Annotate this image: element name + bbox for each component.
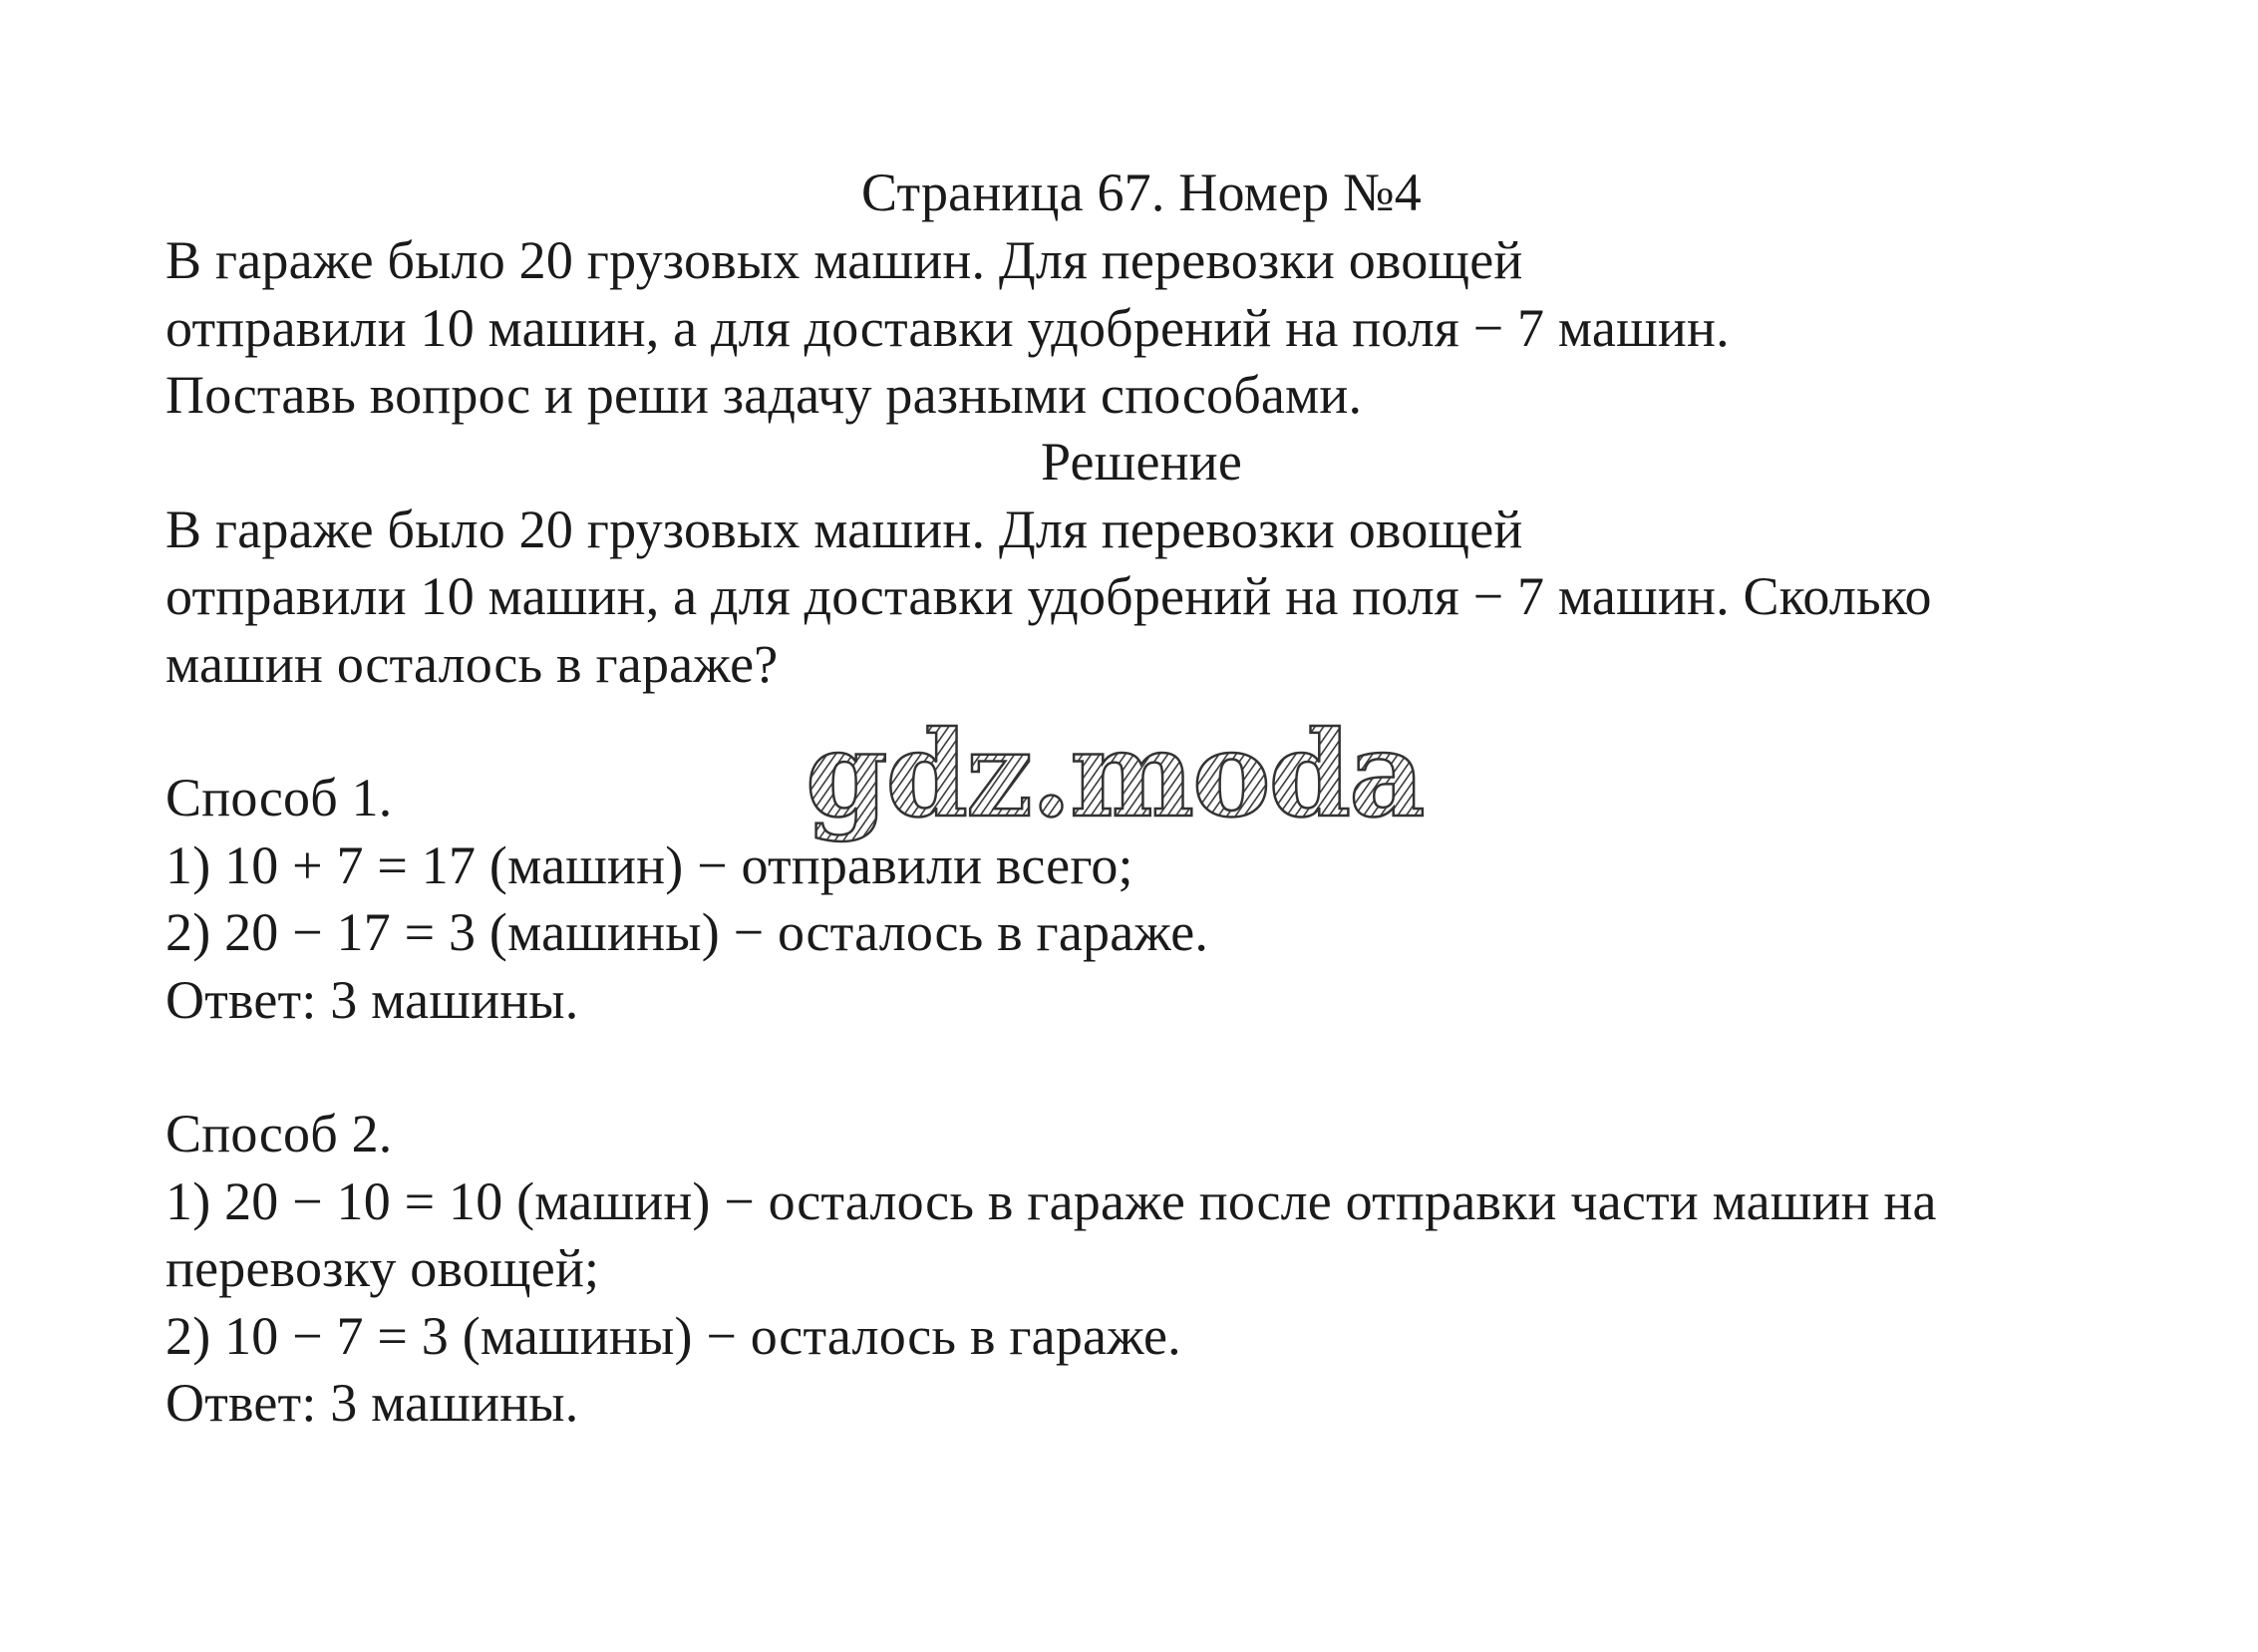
- task-line-3: Поставь вопрос и реши задачу разными способами.: [165, 365, 1363, 425]
- solution-heading: Решение: [1040, 432, 1242, 492]
- method2-answer: Ответ: 3 машины.: [165, 1373, 579, 1433]
- solution-line-1: В гараже было 20 грузовых машин. Для перевозки овощей: [165, 499, 1523, 559]
- method2-step-1: 1) 20 − 10 = 10 (машин) − осталось в гараже после отправки части машин на: [165, 1171, 1937, 1231]
- method2-step-2: 2) 10 − 7 = 3 (машины) − осталось в гараже.: [165, 1306, 1181, 1366]
- solution-line-2: отправили 10 машин, а для доставки удобрений на поля − 7 машин. Сколько: [165, 566, 1932, 626]
- method2-heading: Способ 2.: [165, 1104, 393, 1163]
- method1-answer: Ответ: 3 машины.: [165, 970, 579, 1030]
- method1-heading: Способ 1.: [165, 768, 393, 827]
- method1-step-1: 1) 10 + 7 = 17 (машин) − отправили всего;: [165, 835, 1133, 895]
- svg-text:gdz.moda: gdz.moda: [806, 705, 1424, 843]
- solution-line-3: машин осталось в гараже?: [165, 634, 779, 694]
- watermark-logo: [798, 698, 1455, 867]
- method2-step-1-cont: перевозку овощей;: [165, 1238, 600, 1298]
- task-line-1: В гараже было 20 грузовых машин. Для перевозки овощей: [165, 230, 1523, 290]
- method1-step-2: 2) 20 − 17 = 3 (машины) − осталось в гараже.: [165, 902, 1209, 962]
- task-line-2: отправили 10 машин, а для доставки удобрений на поля − 7 машин.: [165, 298, 1730, 358]
- page-title: Страница 67. Номер №4: [860, 163, 1423, 222]
